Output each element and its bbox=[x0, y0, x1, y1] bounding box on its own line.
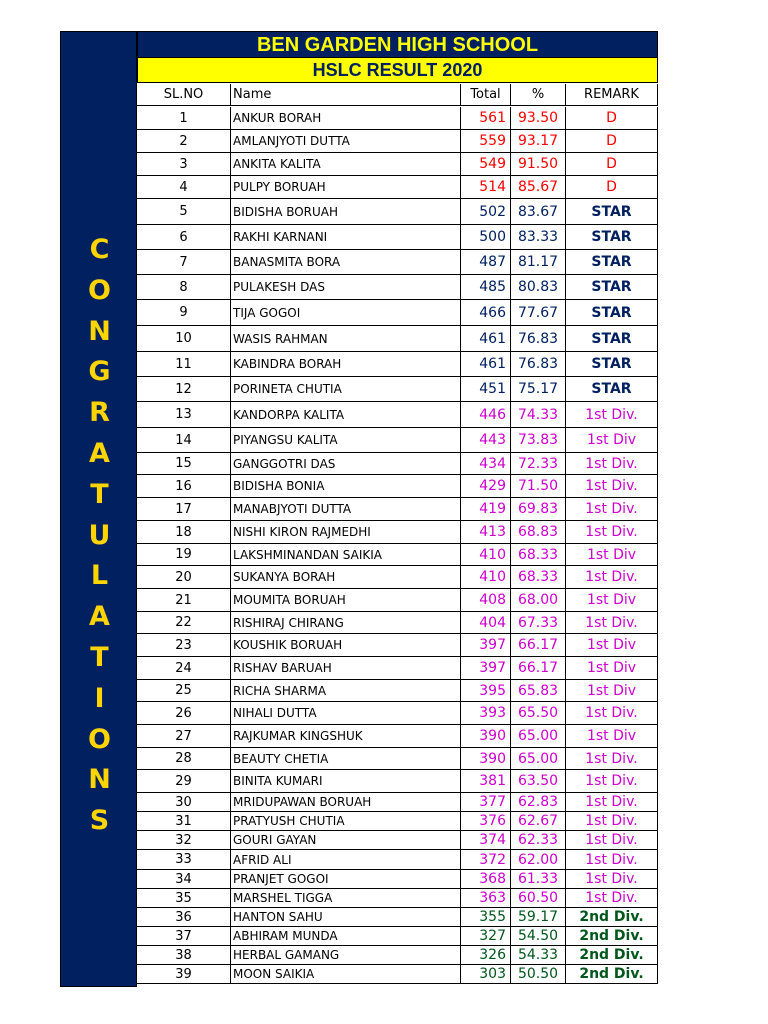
total-cell: 549 bbox=[460, 153, 510, 176]
remark-cell: D bbox=[565, 107, 658, 130]
total-cell: 413 bbox=[460, 521, 510, 544]
percent-cell: 75.17 bbox=[510, 377, 565, 402]
total-cell: 376 bbox=[460, 812, 510, 831]
name-cell: RAKHI KARNANI bbox=[230, 225, 460, 250]
total-cell: 377 bbox=[460, 793, 510, 812]
sl-no-cell: 10 bbox=[137, 326, 230, 352]
name-cell: BEAUTY CHETIA bbox=[230, 748, 460, 770]
name-cell: PIYANGSU KALITA bbox=[230, 428, 460, 453]
remark-cell: 1st Div bbox=[565, 544, 658, 566]
remark-cell: 1st Div. bbox=[565, 402, 658, 428]
total-cell: 485 bbox=[460, 275, 510, 300]
remark-cell: D bbox=[565, 176, 658, 199]
percent-cell: 68.00 bbox=[510, 589, 565, 612]
table-row bbox=[137, 275, 658, 300]
total-cell: 381 bbox=[460, 770, 510, 793]
table-row bbox=[137, 793, 658, 812]
percent-cell: 59.17 bbox=[510, 908, 565, 927]
remark-cell: 1st Div. bbox=[565, 812, 658, 831]
table-row bbox=[137, 770, 658, 793]
sl-no-cell: 23 bbox=[137, 634, 230, 657]
percent-cell: 68.33 bbox=[510, 544, 565, 566]
remark-cell: 1st Div bbox=[565, 680, 658, 702]
banner-letter: L bbox=[90, 560, 109, 592]
percent-cell: 83.33 bbox=[510, 225, 565, 250]
name-cell: PRATYUSH CHUTIA bbox=[230, 812, 460, 831]
total-cell: 408 bbox=[460, 589, 510, 612]
percent-cell: 63.50 bbox=[510, 770, 565, 793]
name-cell: RAJKUMAR KINGSHUK bbox=[230, 725, 460, 748]
name-cell: MRIDUPAWAN BORUAH bbox=[230, 793, 460, 812]
name-cell: BIDISHA BORUAH bbox=[230, 199, 460, 225]
table-row bbox=[137, 130, 658, 153]
table-row bbox=[137, 634, 658, 657]
sl-no-cell: 36 bbox=[137, 908, 230, 927]
sl-no-cell: 3 bbox=[137, 153, 230, 176]
sl-no-cell: 16 bbox=[137, 475, 230, 498]
header-total: Total bbox=[460, 84, 510, 106]
sl-no-cell: 33 bbox=[137, 850, 230, 870]
sl-no-cell: 7 bbox=[137, 250, 230, 275]
sl-no-cell: 1 bbox=[137, 107, 230, 130]
sl-no-cell: 28 bbox=[137, 748, 230, 770]
sl-no-cell: 34 bbox=[137, 870, 230, 889]
sl-no-cell: 4 bbox=[137, 176, 230, 199]
school-name: BEN GARDEN HIGH SCHOOL bbox=[137, 31, 658, 58]
total-cell: 326 bbox=[460, 946, 510, 965]
name-cell: BANASMITA BORA bbox=[230, 250, 460, 275]
remark-cell: 1st Div bbox=[565, 428, 658, 453]
table-row bbox=[137, 475, 658, 498]
table-row bbox=[137, 870, 658, 889]
table-row bbox=[137, 657, 658, 680]
total-cell: 466 bbox=[460, 300, 510, 326]
total-cell: 434 bbox=[460, 453, 510, 475]
remark-cell: 1st Div. bbox=[565, 566, 658, 589]
name-cell: PRANJET GOGOI bbox=[230, 870, 460, 889]
percent-cell: 66.17 bbox=[510, 634, 565, 657]
total-cell: 443 bbox=[460, 428, 510, 453]
name-cell: RICHA SHARMA bbox=[230, 680, 460, 702]
percent-cell: 54.33 bbox=[510, 946, 565, 965]
header-name: Name bbox=[230, 84, 460, 106]
percent-cell: 83.67 bbox=[510, 199, 565, 225]
name-cell: KABINDRA BORAH bbox=[230, 352, 460, 377]
name-cell: KANDORPA KALITA bbox=[230, 402, 460, 428]
sl-no-cell: 30 bbox=[137, 793, 230, 812]
name-cell: BIDISHA BONIA bbox=[230, 475, 460, 498]
table-row bbox=[137, 453, 658, 475]
percent-cell: 93.50 bbox=[510, 107, 565, 130]
total-cell: 390 bbox=[460, 725, 510, 748]
banner-letter: O bbox=[88, 723, 111, 755]
table-row bbox=[137, 326, 658, 352]
banner-letter: U bbox=[88, 519, 111, 551]
sl-no-cell: 22 bbox=[137, 612, 230, 634]
percent-cell: 91.50 bbox=[510, 153, 565, 176]
remark-cell: STAR bbox=[565, 225, 658, 250]
sl-no-cell: 25 bbox=[137, 680, 230, 702]
percent-cell: 62.67 bbox=[510, 812, 565, 831]
remark-cell: STAR bbox=[565, 352, 658, 377]
remark-cell: 1st Div. bbox=[565, 453, 658, 475]
name-cell: NIHALI DUTTA bbox=[230, 702, 460, 725]
total-cell: 395 bbox=[460, 680, 510, 702]
percent-cell: 65.83 bbox=[510, 680, 565, 702]
percent-cell: 65.00 bbox=[510, 725, 565, 748]
percent-cell: 65.50 bbox=[510, 702, 565, 725]
total-cell: 374 bbox=[460, 831, 510, 850]
name-cell: ANKUR BORAH bbox=[230, 107, 460, 130]
header-sl-no: SL.NO bbox=[137, 84, 230, 106]
remark-cell: 1st Div. bbox=[565, 831, 658, 850]
table-row bbox=[137, 107, 658, 130]
percent-cell: 93.17 bbox=[510, 130, 565, 153]
remark-cell: STAR bbox=[565, 300, 658, 326]
total-cell: 446 bbox=[460, 402, 510, 428]
table-row bbox=[137, 965, 658, 984]
total-cell: 461 bbox=[460, 326, 510, 352]
sl-no-cell: 14 bbox=[137, 428, 230, 453]
total-cell: 410 bbox=[460, 566, 510, 589]
table-row bbox=[137, 831, 658, 850]
percent-cell: 65.00 bbox=[510, 748, 565, 770]
remark-cell: 1st Div bbox=[565, 725, 658, 748]
remark-cell: STAR bbox=[565, 377, 658, 402]
total-cell: 461 bbox=[460, 352, 510, 377]
table-row bbox=[137, 725, 658, 748]
total-cell: 327 bbox=[460, 927, 510, 946]
table-row bbox=[137, 908, 658, 927]
table-row bbox=[137, 544, 658, 566]
sl-no-cell: 32 bbox=[137, 831, 230, 850]
total-cell: 355 bbox=[460, 908, 510, 927]
name-cell: RISHIRAJ CHIRANG bbox=[230, 612, 460, 634]
table-row bbox=[137, 428, 658, 453]
sl-no-cell: 6 bbox=[137, 225, 230, 250]
sl-no-cell: 5 bbox=[137, 199, 230, 225]
remark-cell: 2nd Div. bbox=[565, 927, 658, 946]
table-row bbox=[137, 300, 658, 326]
banner-letter: G bbox=[88, 356, 111, 388]
sl-no-cell: 11 bbox=[137, 352, 230, 377]
table-row bbox=[137, 199, 658, 225]
total-cell: 393 bbox=[460, 702, 510, 725]
banner-letter: S bbox=[89, 805, 110, 837]
table-row bbox=[137, 702, 658, 725]
banner-letter: T bbox=[90, 642, 109, 673]
table-row bbox=[137, 850, 658, 870]
table-row bbox=[137, 927, 658, 946]
percent-cell: 81.17 bbox=[510, 250, 565, 275]
total-cell: 502 bbox=[460, 199, 510, 225]
sl-no-cell: 18 bbox=[137, 521, 230, 544]
table-row bbox=[137, 566, 658, 589]
name-cell: WASIS RAHMAN bbox=[230, 326, 460, 352]
percent-cell: 76.83 bbox=[510, 326, 565, 352]
name-cell: PULPY BORUAH bbox=[230, 176, 460, 199]
remark-cell: 1st Div bbox=[565, 634, 658, 657]
sl-no-cell: 13 bbox=[137, 402, 230, 428]
percent-cell: 60.50 bbox=[510, 889, 565, 908]
banner-letter: R bbox=[89, 397, 110, 429]
percent-cell: 76.83 bbox=[510, 352, 565, 377]
percent-cell: 50.50 bbox=[510, 965, 565, 984]
sl-no-cell: 35 bbox=[137, 889, 230, 908]
remark-cell: 1st Div. bbox=[565, 870, 658, 889]
remark-cell: 1st Div. bbox=[565, 793, 658, 812]
percent-cell: 69.83 bbox=[510, 498, 565, 521]
name-cell: MANABJYOTI DUTTA bbox=[230, 498, 460, 521]
name-cell: LAKSHMINANDAN SAIKIA bbox=[230, 544, 460, 566]
total-cell: 487 bbox=[460, 250, 510, 275]
name-cell: HERBAL GAMANG bbox=[230, 946, 460, 965]
sl-no-cell: 9 bbox=[137, 300, 230, 326]
total-cell: 410 bbox=[460, 544, 510, 566]
banner-letter: O bbox=[88, 274, 111, 306]
banner-letter: C bbox=[89, 234, 110, 265]
banner-letter: N bbox=[88, 315, 111, 347]
table-row bbox=[137, 589, 658, 612]
header-percent: % bbox=[510, 84, 565, 106]
remark-cell: 1st Div. bbox=[565, 475, 658, 498]
name-cell: ABHIRAM MUNDA bbox=[230, 927, 460, 946]
table-row bbox=[137, 680, 658, 702]
name-cell: AMLANJYOTI DUTTA bbox=[230, 130, 460, 153]
percent-cell: 72.33 bbox=[510, 453, 565, 475]
sl-no-cell: 24 bbox=[137, 657, 230, 680]
banner-letter: T bbox=[90, 478, 109, 510]
remark-cell: 2nd Div. bbox=[565, 965, 658, 984]
total-cell: 419 bbox=[460, 498, 510, 521]
banner-letter: N bbox=[88, 764, 111, 796]
remark-cell: STAR bbox=[565, 199, 658, 225]
banner-letter: I bbox=[94, 682, 105, 714]
remark-cell: 1st Div bbox=[565, 589, 658, 612]
sl-no-cell: 17 bbox=[137, 498, 230, 521]
sl-no-cell: 37 bbox=[137, 927, 230, 946]
percent-cell: 77.67 bbox=[510, 300, 565, 326]
total-cell: 514 bbox=[460, 176, 510, 199]
remark-cell: D bbox=[565, 130, 658, 153]
percent-cell: 80.83 bbox=[510, 275, 565, 300]
sl-no-cell: 20 bbox=[137, 566, 230, 589]
table-row bbox=[137, 377, 658, 402]
percent-cell: 74.33 bbox=[510, 402, 565, 428]
banner-letter: A bbox=[89, 601, 110, 633]
total-cell: 397 bbox=[460, 634, 510, 657]
table-row bbox=[137, 748, 658, 770]
percent-cell: 66.17 bbox=[510, 657, 565, 680]
name-cell: GOURI GAYAN bbox=[230, 831, 460, 850]
percent-cell: 73.83 bbox=[510, 428, 565, 453]
result-title: HSLC RESULT 2020 bbox=[137, 58, 658, 83]
remark-cell: STAR bbox=[565, 326, 658, 352]
total-cell: 451 bbox=[460, 377, 510, 402]
sl-no-cell: 31 bbox=[137, 812, 230, 831]
remark-cell: STAR bbox=[565, 250, 658, 275]
table-row bbox=[137, 946, 658, 965]
name-cell: TIJA GOGOI bbox=[230, 300, 460, 326]
table-row bbox=[137, 812, 658, 831]
total-cell: 559 bbox=[460, 130, 510, 153]
remark-cell: 2nd Div. bbox=[565, 946, 658, 965]
congratulations-banner bbox=[60, 31, 137, 987]
remark-cell: 1st Div. bbox=[565, 889, 658, 908]
remark-cell: 1st Div. bbox=[565, 702, 658, 725]
percent-cell: 62.83 bbox=[510, 793, 565, 812]
remark-cell: 1st Div. bbox=[565, 770, 658, 793]
table-row bbox=[137, 176, 658, 199]
percent-cell: 62.00 bbox=[510, 850, 565, 870]
sl-no-cell: 8 bbox=[137, 275, 230, 300]
total-cell: 397 bbox=[460, 657, 510, 680]
name-cell: MOON SAIKIA bbox=[230, 965, 460, 984]
name-cell: SUKANYA BORAH bbox=[230, 566, 460, 589]
name-cell: KOUSHIK BORUAH bbox=[230, 634, 460, 657]
table-row bbox=[137, 498, 658, 521]
table-row bbox=[137, 153, 658, 176]
remark-cell: 1st Div. bbox=[565, 521, 658, 544]
name-cell: NISHI KIRON RAJMEDHI bbox=[230, 521, 460, 544]
name-cell: RISHAV BARUAH bbox=[230, 657, 460, 680]
total-cell: 303 bbox=[460, 965, 510, 984]
percent-cell: 61.33 bbox=[510, 870, 565, 889]
table-row bbox=[137, 402, 658, 428]
percent-cell: 68.83 bbox=[510, 521, 565, 544]
name-cell: PULAKESH DAS bbox=[230, 275, 460, 300]
remark-cell: 1st Div. bbox=[565, 498, 658, 521]
name-cell: AFRID ALI bbox=[230, 850, 460, 870]
sl-no-cell: 38 bbox=[137, 946, 230, 965]
name-cell: MARSHEL TIGGA bbox=[230, 889, 460, 908]
total-cell: 429 bbox=[460, 475, 510, 498]
sl-no-cell: 39 bbox=[137, 965, 230, 984]
table-header bbox=[137, 84, 658, 106]
table-row bbox=[137, 352, 658, 377]
remark-cell: 1st Div. bbox=[565, 850, 658, 870]
total-cell: 363 bbox=[460, 889, 510, 908]
sl-no-cell: 19 bbox=[137, 544, 230, 566]
sl-no-cell: 26 bbox=[137, 702, 230, 725]
remark-cell: D bbox=[565, 153, 658, 176]
sl-no-cell: 27 bbox=[137, 725, 230, 748]
sl-no-cell: 21 bbox=[137, 589, 230, 612]
name-cell: PORINETA CHUTIA bbox=[230, 377, 460, 402]
name-cell: BINITA KUMARI bbox=[230, 770, 460, 793]
total-cell: 372 bbox=[460, 850, 510, 870]
sl-no-cell: 15 bbox=[137, 453, 230, 475]
table-row bbox=[137, 225, 658, 250]
total-cell: 561 bbox=[460, 107, 510, 130]
name-cell: GANGGOTRI DAS bbox=[230, 453, 460, 475]
sl-no-cell: 12 bbox=[137, 377, 230, 402]
percent-cell: 85.67 bbox=[510, 176, 565, 199]
name-cell: ANKITA KALITA bbox=[230, 153, 460, 176]
total-cell: 390 bbox=[460, 748, 510, 770]
table-row bbox=[137, 612, 658, 634]
remark-cell: 2nd Div. bbox=[565, 908, 658, 927]
total-cell: 500 bbox=[460, 225, 510, 250]
remark-cell: 1st Div bbox=[565, 657, 658, 680]
name-cell: HANTON SAHU bbox=[230, 908, 460, 927]
table-row bbox=[137, 250, 658, 275]
sl-no-cell: 29 bbox=[137, 770, 230, 793]
percent-cell: 68.33 bbox=[510, 566, 565, 589]
total-cell: 368 bbox=[460, 870, 510, 889]
table-row bbox=[137, 889, 658, 908]
remark-cell: STAR bbox=[565, 275, 658, 300]
banner-letter: A bbox=[89, 438, 110, 469]
remark-cell: 1st Div. bbox=[565, 612, 658, 634]
sl-no-cell: 2 bbox=[137, 130, 230, 153]
name-cell: MOUMITA BORUAH bbox=[230, 589, 460, 612]
percent-cell: 62.33 bbox=[510, 831, 565, 850]
percent-cell: 67.33 bbox=[510, 612, 565, 634]
header-remark: REMARK bbox=[565, 84, 658, 106]
remark-cell: 1st Div. bbox=[565, 748, 658, 770]
table-row bbox=[137, 521, 658, 544]
percent-cell: 54.50 bbox=[510, 927, 565, 946]
percent-cell: 71.50 bbox=[510, 475, 565, 498]
total-cell: 404 bbox=[460, 612, 510, 634]
